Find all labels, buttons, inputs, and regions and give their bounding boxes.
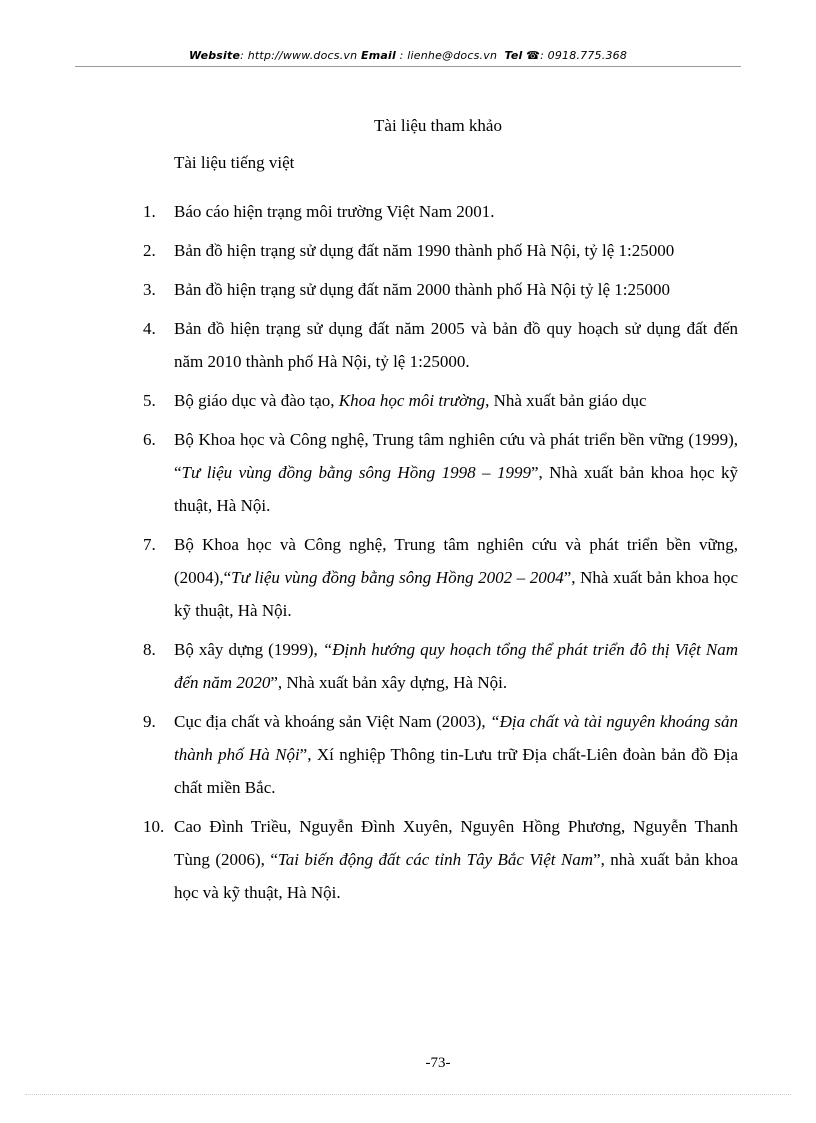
reference-number: 6.: [143, 430, 156, 449]
reference-number: 8.: [143, 640, 156, 659]
reference-title: “Định hướng quy hoạch tổng thể phát triển đô thị Việt Nam đến năm 2020: [174, 640, 739, 692]
reference-item: [0, 384, 738, 417]
bottom-divider: [25, 1094, 791, 1095]
reference-publisher: ”, Xí nghiệp Thông tin-Lưu trữ Địa chất-Liên đoàn bản đồ Địa chất miền Bắc.: [174, 745, 738, 797]
page-number: -73-: [425, 1055, 451, 1071]
section-subtitle: Tài liệu tiếng việt: [174, 153, 295, 172]
reference-text: Bộ Khoa học và Công nghệ, Trung tâm nghiên cứu và phát triển bền vững, (2004),“: [174, 535, 738, 587]
tel-label: Tel: [504, 49, 523, 62]
tel-value: : 0918.775.368: [540, 49, 628, 62]
reference-text: Cao Đình Triều, Nguyễn Đình Xuyên, Nguyên Hồng Phương, Nguyễn Thanh Tùng (2006), “: [174, 817, 738, 869]
website-url: : http://www.docs.vn: [240, 49, 358, 62]
reference-item: [0, 273, 738, 306]
reference-text: Bộ giáo dục và đào tạo,: [174, 391, 339, 410]
reference-number: 1.: [143, 202, 156, 221]
header-divider: [75, 66, 741, 67]
email-label: Email: [361, 49, 396, 62]
reference-publisher: ”, Nhà xuất bản khoa học kỹ thuật, Hà Nội.: [174, 463, 738, 515]
reference-number: 5.: [143, 391, 156, 410]
reference-number: 9.: [143, 712, 156, 731]
reference-publisher: , Nhà xuất bản giáo dục: [485, 391, 647, 410]
reference-text: Bản đồ hiện trạng sử dụng đất năm 2000 thành phố Hà Nội tỷ lệ 1:25000: [174, 280, 671, 299]
reference-item: [0, 423, 738, 522]
reference-text: Bộ xây dựng (1999),: [174, 640, 323, 659]
page-title: Tài liệu tham khảo: [374, 116, 502, 135]
reference-item: [0, 312, 738, 378]
reference-text: Bộ Khoa học và Công nghệ, Trung tâm nghiên cứu và phát triển bền vững (1999), “: [174, 430, 738, 482]
reference-item: [0, 633, 738, 699]
reference-item: [0, 195, 738, 228]
reference-item: [0, 528, 738, 627]
reference-number: 2.: [143, 241, 156, 260]
reference-publisher: ”, nhà xuất bản khoa học và kỹ thuật, Hà Nội.: [174, 850, 738, 902]
reference-title: “Địa chất và tài nguyên khoáng sản thành phố Hà Nội: [174, 712, 739, 764]
reference-number: 3.: [143, 280, 156, 299]
reference-list: [0, 195, 816, 915]
reference-title: Tư liệu vùng đồng bằng sông Hồng 2002 – 2004: [231, 568, 564, 587]
reference-item: [0, 705, 738, 804]
reference-text: Bản đồ hiện trạng sử dụng đất năm 2005 và bản đồ quy hoạch sử dụng đất đến năm 2010 thành phố Hà Nội, tỷ lệ 1:25000.: [174, 319, 738, 371]
reference-title: Tư liệu vùng đồng bằng sông Hồng 1998 – 1999: [181, 463, 531, 482]
email-value: : lienhe@docs.vn: [395, 49, 498, 62]
reference-publisher: ”, Nhà xuất bản khoa học kỹ thuật, Hà Nội.: [174, 568, 739, 620]
reference-item: [0, 234, 738, 267]
reference-text: Bản đồ hiện trạng sử dụng đất năm 1990 thành phố Hà Nội, tỷ lệ 1:25000: [174, 241, 675, 260]
reference-text: Cục địa chất và khoáng sản Việt Nam (2003),: [174, 712, 491, 731]
reference-number: 7.: [143, 535, 156, 554]
website-label: Website: [188, 49, 241, 62]
reference-text: Báo cáo hiện trạng môi trường Việt Nam 2001.: [174, 202, 495, 221]
reference-number: 10.: [143, 817, 165, 836]
phone-icon: ☎: [526, 49, 541, 62]
reference-item: [0, 810, 738, 909]
reference-number: 4.: [143, 319, 156, 338]
page-header: [0, 49, 816, 62]
reference-publisher: ”, Nhà xuất bản xây dựng, Hà Nội.: [270, 673, 508, 692]
reference-title: Tai biến động đất các tỉnh Tây Bắc Việt Nam: [277, 850, 594, 869]
reference-title: Khoa học môi trường: [338, 391, 486, 410]
